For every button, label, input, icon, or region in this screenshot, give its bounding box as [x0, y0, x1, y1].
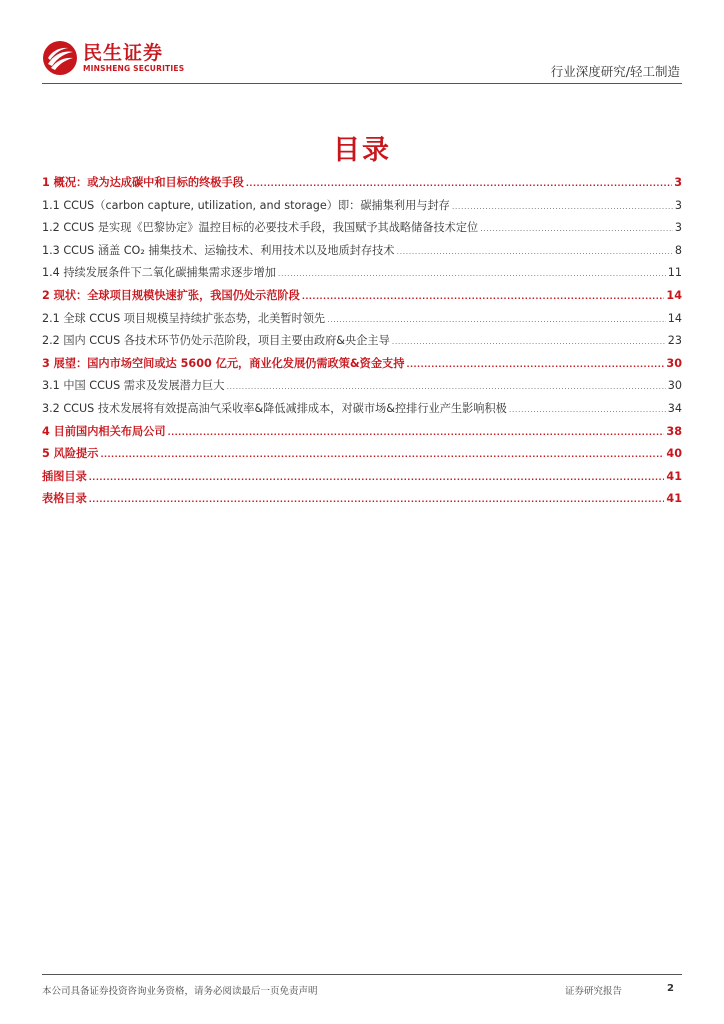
toc-entry[interactable]: [42, 264, 682, 287]
toc-entry[interactable]: [42, 219, 682, 242]
minsheng-logo-icon: [42, 40, 78, 76]
toc-entry-page: 40: [666, 447, 682, 461]
toc-entry-page: 8: [674, 243, 682, 257]
toc-entry-page: 41: [666, 469, 682, 483]
toc-leader-dots: [168, 428, 665, 437]
toc-entry-text: 1.4 持续发展条件下二氧化碳捕集需求逐步增加: [42, 266, 276, 280]
toc-leader-dots: [246, 179, 672, 188]
table-of-contents: [42, 174, 682, 513]
page-number: 2: [667, 983, 674, 994]
footer-divider: [42, 974, 682, 975]
toc-entry-page: 30: [667, 379, 682, 393]
toc-entry-page: 23: [667, 334, 682, 348]
toc-entry-text: 4 目前国内相关布局公司: [42, 424, 166, 438]
toc-leader-dots: [302, 292, 665, 301]
logo-chinese-name: 民生证券: [83, 41, 164, 64]
toc-entry-text: 3 展望：国内市场空间或达 5600 亿元，商业化发展仍需政策&资金支持: [42, 356, 405, 370]
toc-entry-text: 3.1 中国 CCUS 需求及发展潜力巨大: [42, 379, 225, 393]
company-logo: [42, 40, 184, 76]
toc-entry[interactable]: [42, 197, 682, 220]
toc-leader-dots: [226, 382, 665, 391]
toc-entry-text: 1 概况：或为达成碳中和目标的终极手段: [42, 176, 244, 189]
toc-entry-text: 5 风险提示: [42, 447, 99, 461]
toc-entry[interactable]: [42, 468, 682, 491]
toc-entry-page: 30: [666, 356, 682, 370]
toc-entry-text: 1.2 CCUS 是实现《巴黎协定》温控目标的必要技术手段，我国赋予其战略储备技术定位: [42, 221, 479, 235]
toc-entry-page: 41: [666, 492, 682, 506]
toc-entry-text: 1.1 CCUS（carbon capture, utilization, and storage）即：碳捕集利用与封存: [42, 198, 450, 212]
logo-english-name: MINSHENG SECURITIES: [83, 63, 185, 73]
toc-leader-dots: [397, 247, 673, 256]
toc-entry-text: 表格目录: [42, 492, 87, 506]
toc-entry-page: 3: [674, 221, 682, 235]
toc-entry-page: 11: [667, 266, 682, 280]
footer-report-type: 证券研究报告: [565, 986, 623, 997]
toc-entry-page: 3: [674, 176, 682, 189]
toc-entry-text: 插图目录: [42, 469, 87, 483]
toc-entry[interactable]: [42, 174, 682, 197]
page-header: [42, 38, 682, 86]
toc-entry[interactable]: [42, 377, 682, 400]
toc-entry[interactable]: [42, 310, 682, 333]
toc-leader-dots: [452, 202, 673, 211]
toc-leader-dots: [509, 405, 666, 414]
toc-entry[interactable]: [42, 445, 682, 468]
toc-entry[interactable]: [42, 242, 682, 265]
toc-entry[interactable]: [42, 355, 682, 378]
toc-entry-text: 2.2 国内 CCUS 各技术环节仍处示范阶段，项目主要由政府&央企主导: [42, 334, 390, 348]
toc-leader-dots: [278, 269, 666, 278]
toc-entry-text: 3.2 CCUS 技术发展将有效提高油气采收率&降低减排成本，对碳市场&控排行业产生影响积极: [42, 401, 507, 415]
toc-entry-text: 2.1 全球 CCUS 项目规模呈持续扩张态势，北美暂时领先: [42, 311, 326, 325]
toc-entry[interactable]: [42, 332, 682, 355]
toc-entry-page: 14: [666, 288, 682, 302]
report-category: 行业深度研究/轻工制造: [550, 64, 680, 79]
toc-entry-text: 2 现状：全球项目规模快速扩张，我国仍处示范阶段: [42, 288, 300, 302]
toc-entry-page: 3: [674, 198, 682, 212]
toc-leader-dots: [89, 473, 665, 482]
page-title: 目录: [333, 135, 391, 166]
header-divider: [42, 83, 682, 84]
toc-entry[interactable]: [42, 490, 682, 513]
toc-leader-dots: [480, 224, 673, 233]
toc-leader-dots: [89, 495, 665, 504]
toc-entry[interactable]: [42, 423, 682, 446]
toc-entry[interactable]: [42, 287, 682, 310]
toc-entry-page: 34: [667, 401, 682, 415]
toc-leader-dots: [327, 315, 666, 324]
toc-entry-text: 1.3 CCUS 涵盖 CO₂ 捕集技术、运输技术、利用技术以及地质封存技术: [42, 243, 395, 257]
toc-leader-dots: [392, 337, 666, 346]
footer-disclaimer: 本公司具备证券投资咨询业务资格，请务必阅读最后一页免责声明: [42, 986, 318, 997]
toc-leader-dots: [100, 450, 664, 459]
toc-leader-dots: [406, 360, 664, 369]
toc-entry-page: 14: [667, 311, 682, 325]
toc-entry-page: 38: [666, 424, 682, 438]
toc-entry[interactable]: [42, 400, 682, 423]
